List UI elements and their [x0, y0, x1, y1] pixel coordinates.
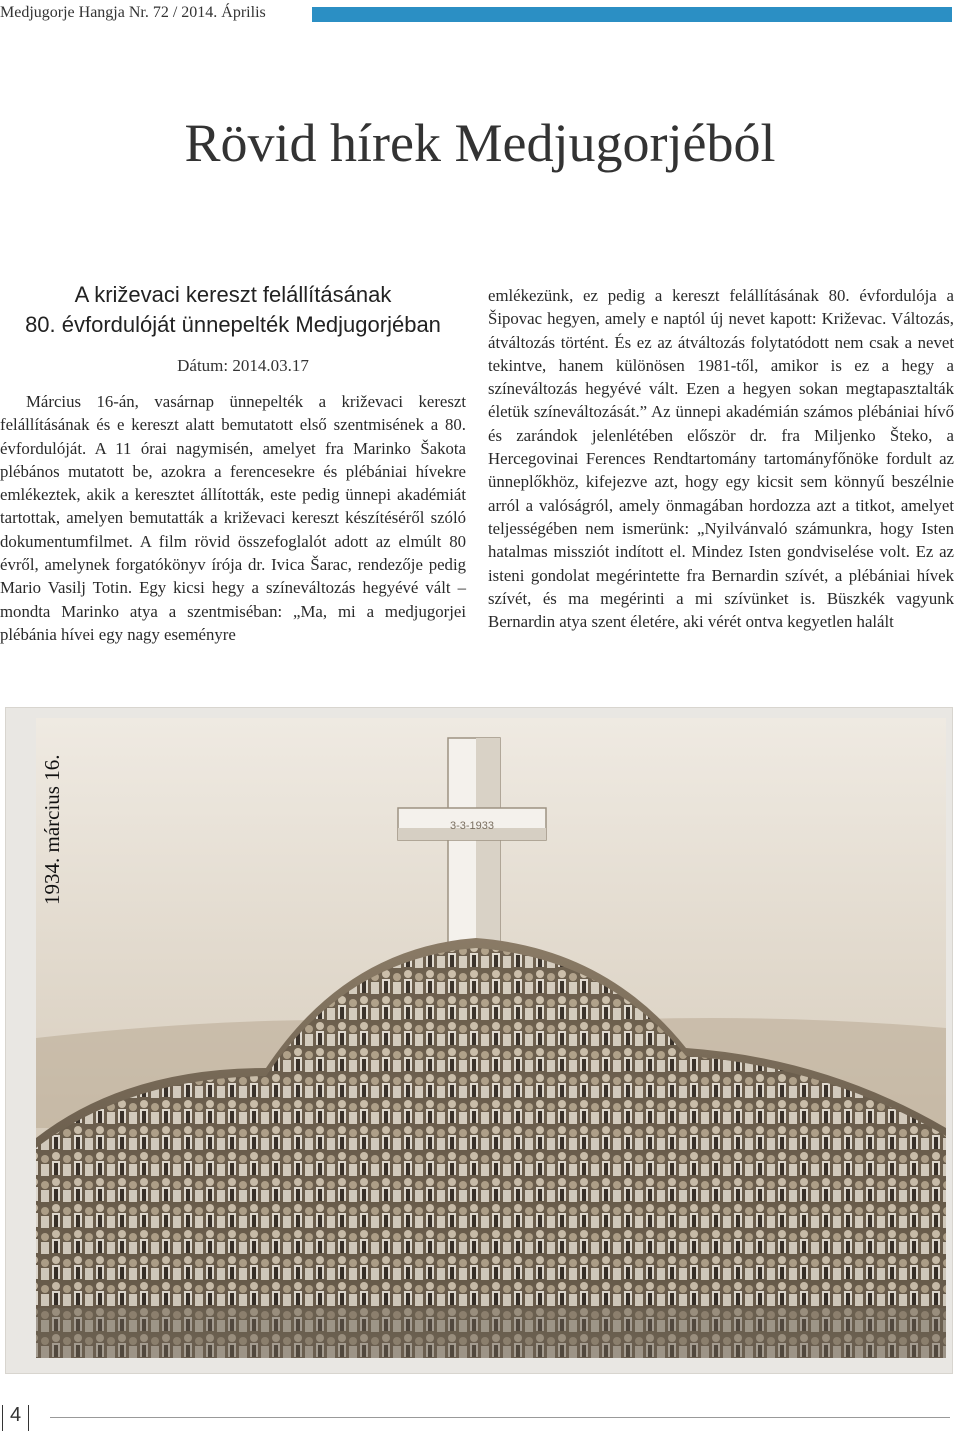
page-number-divider-right — [28, 1405, 29, 1431]
historical-photo — [6, 708, 952, 1373]
article-title-line2: 80. évfordulóját ünnepelték Medjugorjéban — [25, 312, 441, 337]
page-title: Rövid hírek Medjugorjéból — [184, 113, 776, 173]
photo-rocks — [36, 1308, 946, 1358]
header-accent-bar — [312, 7, 952, 22]
photo-caption: 1934. március 16. — [40, 754, 64, 905]
article-body-right: emlékezünk, ez pedig a kereszt felállításának 80. évfordulója a Šipovac hegyen, amely e naptól új nevet kapott: Križevac. Változás, átváltozás történt. És ez az átváltozás folytatódott nem csak a nevet tekintve, hanem különösen 1981-től, amikor is ez a hegy a színeváltozás hegyévé vált. Ezen a hegyen sokan megtapasztalták életük színeváltozását.” Az ünnepi akadémián számos plébániai hívő és zarándok jelenlétében először dr. fra Miljenko Šteko, a Hercegovinai Ferences Rendtartomány tartományfőnöke fordult az ünneplőkhöz, kifejezve azt, hogy egy kicsit sem könnyű beszélnie arról a valóságról, amely önmagában hordozza azt a titkot, amelyet teljességében nem ismerünk: „Nyilvánvaló számunkra, hogy Isten hatalmas missziót indított el. Mindez Isten gondviselése volt. Ez az isteni gondolat megérintette fra Bernardin szívét, a plébániai hívek szívét, és ma megérinti a mi szívünket is. Büszkék vagyunk Bernardin atya szent életére, aki vérét ontva kegyetlen halált — [488, 286, 954, 632]
article-date: Dátum: 2014.03.17 — [177, 356, 309, 375]
publication-header: Medjugorje Hangja Nr. 72 / 2014. Április — [0, 4, 266, 21]
page-number-divider-left — [2, 1405, 3, 1431]
right-column — [488, 280, 954, 633]
page-number — [0, 1402, 44, 1432]
crowd-cross-photo — [6, 708, 952, 1373]
left-column — [0, 280, 466, 646]
page-number-value: 4 — [10, 1404, 22, 1426]
cross-inscription: 3-3-1933 — [449, 820, 495, 832]
article-title-line1: A križevaci kereszt felállításának — [74, 282, 392, 307]
footer-rule — [50, 1417, 950, 1418]
article-title — [0, 280, 466, 340]
article-body-left: Március 16-án, vasárnap ünnepelték a križevaci kereszt felállításának és e kereszt alatt bemutatott első szentmisének a 80. évfordulóját. A 11 órai nagymisén, amelyet fra Marinko Šakota plébános mutatott be, azokra a ferencesekre és plébániai hívekre emlékeztek, akik a keresztet állították, este pedig ünnepi akadémiát tartottak, amelyen bemutatták a križevaci kereszt készítéséről szóló dokumentumfilmet. A film rövid összefoglalót adott az elmúlt 80 évről, amelynek forgatókönyv írója dr. Ivica Šarac, rendezője pedig Mario Vasilj Totin. Egy kicsi hegy a színeváltozás hegyévé vált – mondta Marinko atya a szentmiséban: „Ma, mi a medjugorjei plébánia hívei egy nagy eseményre — [0, 392, 466, 644]
